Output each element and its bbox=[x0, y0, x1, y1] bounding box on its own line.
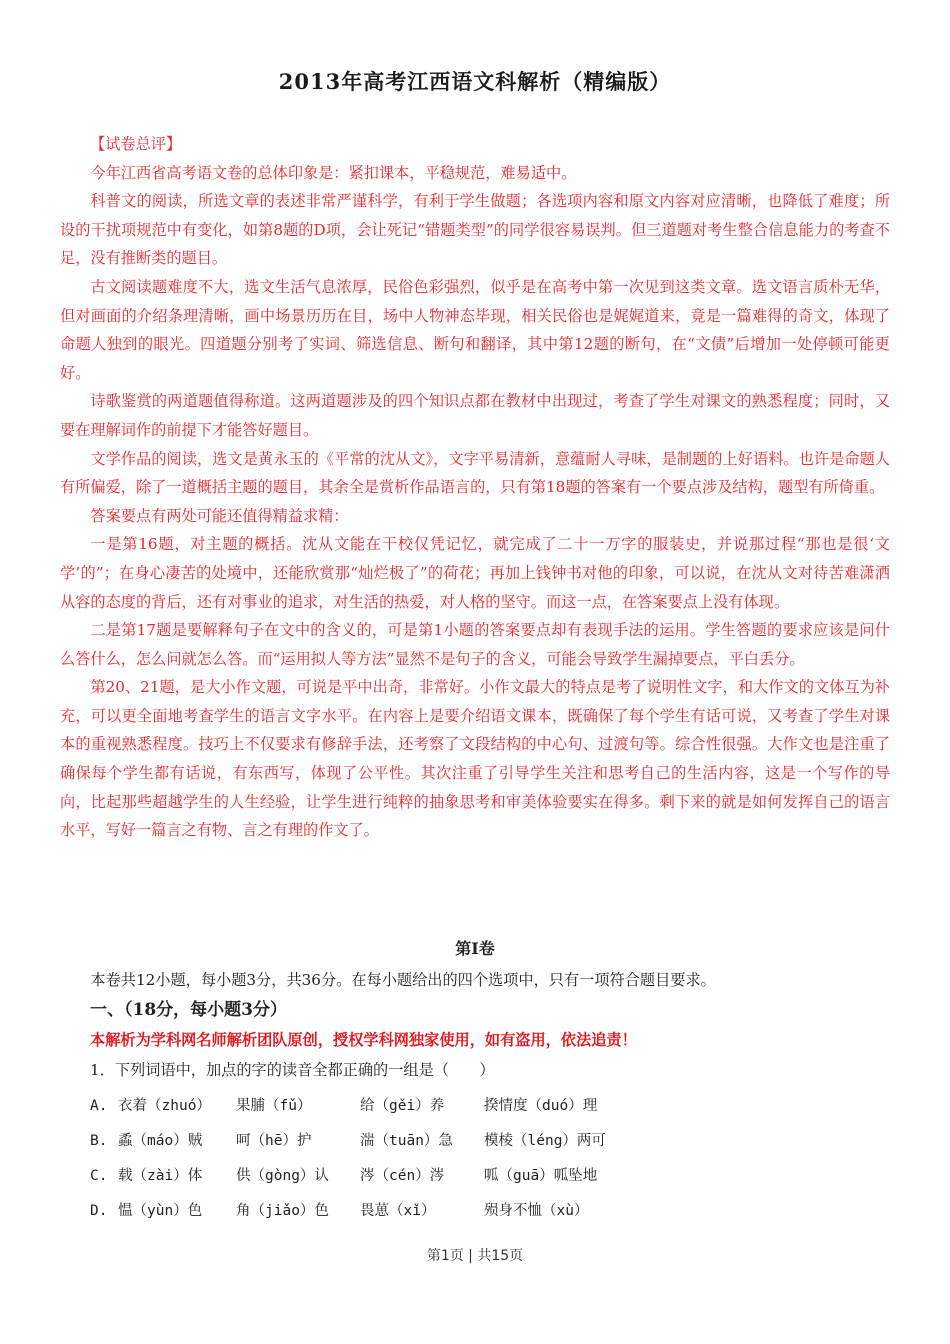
option-item: 给（gěi）养 bbox=[360, 1098, 445, 1114]
volume-intro: 本卷共12小题，每小题3分，共36分。在每小题给出的四个选项中，只有一项符合题目要求。 bbox=[90, 971, 716, 989]
review-paragraph: 二是第17题是要解释句子在文中的含义的，可是第1小题的答案要点却有表现手法的运用。学生答题的要求应该是问什么答什么，怎么问就怎么答。而“运用拟人等方法”显然不是句子的含义，可能会导致学生漏掉要点，平白丢分。 bbox=[60, 621, 890, 668]
option-d bbox=[60, 1194, 890, 1229]
review-paragraph: 答案要点有两处可能还值得精益求精： bbox=[90, 506, 349, 525]
review-paragraph: 第20、21题，是大小作文题，可说是平中出奇，非常好。小作文最大的特点是考了说明性文字，和大作文的文体互为补充，可以更全面地考查学生的语言文字水平。在内容上是要介绍语文课本，既确保了每个学生有话可说，又考查了学生对课本的重视熟悉程度。技巧上不仅要求有修辞手法，还考察了文段结构的中心句、过渡句等。综合性很强。大作文也是注重了确保每个学生都有话说，有东西写，体现了公平性。其次注重了引导学生关注和思考自己的生活内容，这是一个写作的导向，比起那些超越学生的人生经验，让学生进行纯粹的抽象思考和审美体验要实在得多。剩下来的就是如何发挥自己的语言水平，写好一篇言之有物、言之有理的作文了。 bbox=[60, 678, 890, 840]
option-label: C. bbox=[90, 1168, 108, 1184]
review-paragraph: 科普文的阅读，所选文章的表述非常严谨科学，有利于学生做题；各选项内容和原文内容对应清晰，也降低了难度；所设的干扰项规范中有变化，如第8题的D项，会让死记“错题类型”的同学很容易误判。但三道题对考生整合信息能力的考查不足，没有推断类的题目。 bbox=[60, 192, 890, 268]
review-paragraph: 文学作品的阅读，选文是黄永玉的《平常的沈从文》，文字平易清新，意蕴耐人寻味，是制题的上好语料。也许是命题人有所偏爱，除了一道概括主题的题目，其余全是赏析作品语言的，只有第18题的答案有一个要点涉及结构，题型有所倚重。 bbox=[60, 449, 890, 497]
option-label: A. bbox=[90, 1098, 108, 1114]
option-item: 涔（cén）涔 bbox=[360, 1168, 445, 1184]
copyright-notice: 本解析为学科网名师解析团队原创，授权学科网独家使用，如有盗用，依法追责！ bbox=[90, 1031, 637, 1049]
option-item: 角（jiǎo）色 bbox=[236, 1203, 329, 1219]
question-1: 1．下列词语中，加点的字的读音全都正确的一组是（ ） bbox=[90, 1061, 495, 1079]
document-title: 2013年高考江西语文科解析（精编版） bbox=[278, 69, 672, 94]
part-heading: 一、（18分，每小题3分） bbox=[90, 1000, 287, 1020]
option-item: 衣着（zhuó） bbox=[118, 1098, 211, 1114]
review-heading: 【试卷总评】 bbox=[90, 135, 182, 153]
option-item: 模棱（léng）两可 bbox=[484, 1133, 606, 1149]
option-item: 载（zài）体 bbox=[118, 1168, 203, 1184]
volume-one-section bbox=[60, 933, 890, 1229]
page-footer: 第1页 | 共15页 bbox=[426, 1248, 524, 1264]
option-item: 蟊（máo）贼 bbox=[118, 1133, 203, 1149]
option-item: 愠（yùn）色 bbox=[118, 1203, 203, 1219]
option-b bbox=[60, 1124, 890, 1159]
option-c bbox=[60, 1159, 890, 1194]
option-item: 呱（guā）呱坠地 bbox=[484, 1168, 598, 1184]
review-paragraph: 今年江西省高考语文卷的总体印象是：紧扣课本，平稳规范，难易适中。 bbox=[90, 163, 577, 182]
option-item: 殒身不恤（xù） bbox=[484, 1203, 589, 1219]
option-a bbox=[60, 1089, 890, 1124]
review-paragraph: 诗歌鉴赏的两道题值得称道。这两道题涉及的四个知识点都在教材中出现过，考查了学生对课文的熟悉程度；同时，又要在理解词作的前提下才能答好题目。 bbox=[60, 392, 890, 439]
option-item: 湍（tuān）急 bbox=[360, 1133, 453, 1149]
option-label: D. bbox=[90, 1203, 108, 1219]
option-item: 呵（hē）护 bbox=[236, 1133, 312, 1149]
review-paragraph: 一是第16题，对主题的概括。沈从文能在干校仅凭记忆，就完成了二十一万字的服装史，并说那过程“那也是很‘文学’的”；在身心凄苦的处境中，还能欣赏那“灿烂极了”的荷花；再加上钱钟书对他的印象，可以说，在沈从文对待苦难潇洒从容的态度的背后，还有对事业的追求，对生活的热爱，对人格的坚守。而这一点，在答案要点上没有体现。 bbox=[60, 535, 890, 611]
option-item: 果脯（fǔ） bbox=[236, 1098, 312, 1114]
exam-review-section bbox=[60, 130, 890, 845]
option-item: 供（gòng）认 bbox=[236, 1168, 329, 1184]
question-1-options bbox=[60, 1089, 890, 1229]
option-item: 畏葸（xǐ） bbox=[360, 1203, 436, 1219]
option-item: 揆情度（duó）理 bbox=[484, 1098, 598, 1114]
volume-title: 第I卷 bbox=[455, 939, 495, 958]
option-label: B. bbox=[90, 1133, 108, 1149]
review-paragraph: 古文阅读题难度不大，选文生活气息浓厚，民俗色彩强烈，似乎是在高考中第一次见到这类文章。选文语言质朴无华，但对画面的介绍条理清晰，画中场景历历在目，场中人物神态毕现，相关民俗也是娓娓道来，竟是一篇难得的奇文，体现了命题人独到的眼光。四道题分别考了实词、筛选信息、断句和翻译，其中第12题的断句，在“文债”后增加一处停顿可能更好。 bbox=[60, 277, 890, 382]
